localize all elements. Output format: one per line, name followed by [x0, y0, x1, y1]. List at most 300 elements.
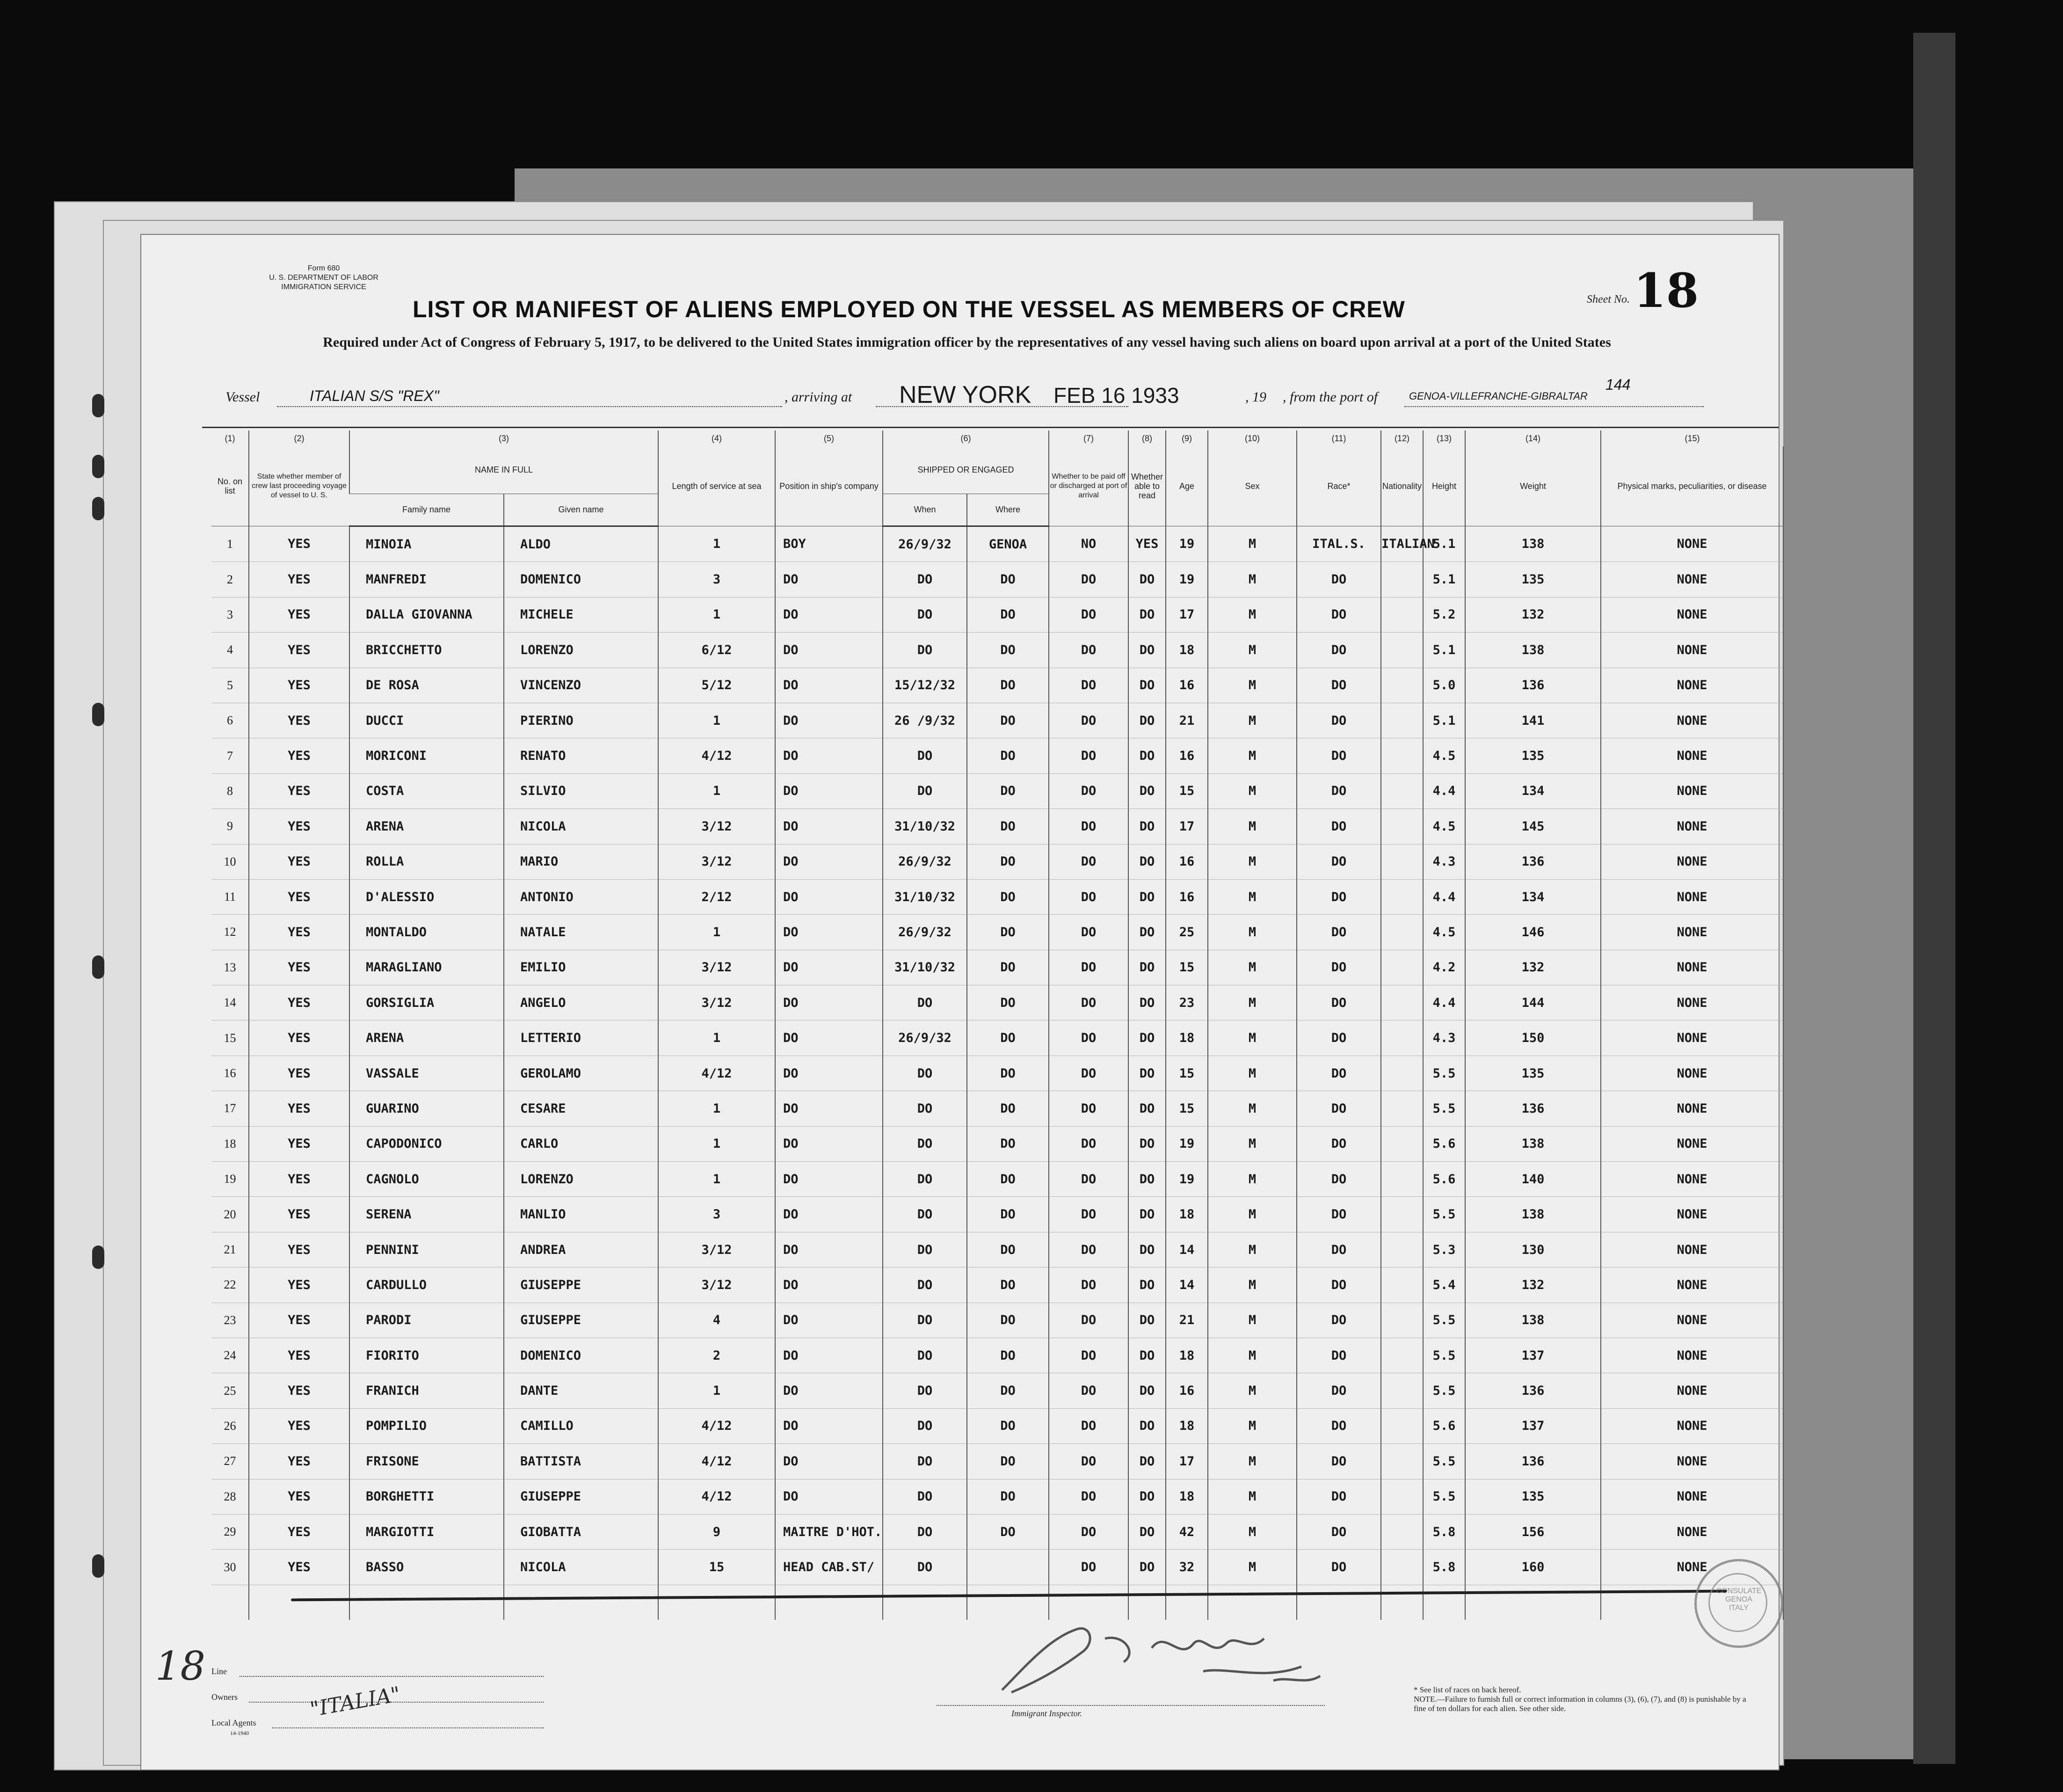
cell-shipped-where: DO: [967, 562, 1049, 597]
cell-previous-voyage: YES: [249, 597, 349, 632]
cell-weight: 150: [1465, 1020, 1601, 1056]
cell-length-of-service: 1: [658, 1020, 775, 1056]
cell-height: 5.6: [1423, 1162, 1465, 1197]
crew-row: [211, 562, 1783, 597]
vessel-label: Vessel: [225, 389, 260, 405]
cell-weight: 138: [1465, 526, 1601, 562]
cell-race: DO: [1297, 1268, 1381, 1303]
cell-age: 18: [1166, 633, 1208, 668]
footnote-races: * See list of races on back hereof.: [1414, 1685, 1521, 1694]
cell-paid-off: DO: [1049, 985, 1128, 1020]
cell-nationality: [1381, 1162, 1423, 1197]
cell-row-number: 25: [211, 1373, 249, 1408]
cell-height: 5.8: [1423, 1514, 1465, 1549]
cell-able-to-read: DO: [1128, 1020, 1166, 1056]
cell-previous-voyage: YES: [249, 668, 349, 703]
crew-row: [211, 1056, 1783, 1091]
cell-row-number: 20: [211, 1197, 249, 1232]
cell-height: 5.5: [1423, 1056, 1465, 1091]
cell-family-name: MONTALDO: [349, 915, 504, 950]
cell-shipped-when: DO: [883, 1303, 967, 1338]
cell-nationality: [1381, 1479, 1423, 1514]
cell-nationality: [1381, 562, 1423, 597]
cell-given-name: VINCENZO: [504, 668, 658, 703]
cell-given-name: ANTONIO: [504, 879, 658, 914]
cell-nationality: [1381, 1338, 1423, 1373]
cell-shipped-where: DO: [967, 950, 1049, 985]
cell-family-name: CARDULLO: [349, 1268, 504, 1303]
cell-race: DO: [1297, 738, 1381, 773]
cell-nationality: [1381, 668, 1423, 703]
cell-given-name: GIUSEPPE: [504, 1479, 658, 1514]
cell-height: 4.5: [1423, 915, 1465, 950]
cell-previous-voyage: YES: [249, 1232, 349, 1267]
crew-row: [211, 1550, 1783, 1585]
cell-physical-marks: NONE: [1601, 1550, 1783, 1585]
cell-weight: 160: [1465, 1550, 1601, 1585]
cell-height: 4.4: [1423, 879, 1465, 914]
cell-previous-voyage: YES: [249, 562, 349, 597]
cell-able-to-read: DO: [1128, 562, 1166, 597]
cell-family-name: VASSALE: [349, 1056, 504, 1091]
cell-shipped-when: 26/9/32: [883, 1020, 967, 1056]
cell-nationality: [1381, 1373, 1423, 1408]
cell-row-number: 18: [211, 1126, 249, 1161]
cell-family-name: BORGHETTI: [349, 1479, 504, 1514]
cell-sex: M: [1208, 738, 1297, 773]
cell-weight: 156: [1465, 1514, 1601, 1549]
cell-race: DO: [1297, 1197, 1381, 1232]
cell-length-of-service: 4/12: [658, 1444, 775, 1479]
crew-row: [211, 597, 1783, 632]
cell-row-number: 23: [211, 1303, 249, 1338]
cell-previous-voyage: YES: [249, 1056, 349, 1091]
cell-family-name: PENNINI: [349, 1232, 504, 1267]
arriving-value: NEW YORK: [899, 381, 1032, 408]
cell-race: DO: [1297, 809, 1381, 844]
cell-sex: M: [1208, 844, 1297, 879]
cell-position: DO: [775, 1303, 883, 1338]
cell-physical-marks: NONE: [1601, 1056, 1783, 1091]
cell-sex: M: [1208, 703, 1297, 738]
side-strip: [1913, 33, 1955, 1764]
cell-shipped-when: DO: [883, 985, 967, 1020]
cell-position: DO: [775, 703, 883, 738]
cell-height: 5.1: [1423, 633, 1465, 668]
cell-paid-off: DO: [1049, 1444, 1128, 1479]
cell-shipped-where: DO: [967, 1514, 1049, 1549]
cell-age: 16: [1166, 844, 1208, 879]
cell-given-name: MANLIO: [504, 1197, 658, 1232]
cell-weight: 141: [1465, 703, 1601, 738]
cell-nationality: [1381, 1303, 1423, 1338]
header-given-name: Given name: [504, 494, 658, 526]
crew-row: [211, 773, 1783, 809]
cell-weight: 136: [1465, 844, 1601, 879]
cell-shipped-when: DO: [883, 1408, 967, 1443]
cell-height: 4.3: [1423, 1020, 1465, 1056]
cell-previous-voyage: YES: [249, 809, 349, 844]
cell-row-number: 14: [211, 985, 249, 1020]
cell-shipped-where: DO: [967, 1020, 1049, 1056]
cell-weight: 144: [1465, 985, 1601, 1020]
cell-previous-voyage: YES: [249, 1162, 349, 1197]
cell-position: DO: [775, 1091, 883, 1126]
cell-sex: M: [1208, 1020, 1297, 1056]
cell-race: DO: [1297, 1056, 1381, 1091]
punch-hole: [92, 497, 104, 520]
cell-able-to-read: DO: [1128, 1056, 1166, 1091]
cell-previous-voyage: YES: [249, 1268, 349, 1303]
cell-given-name: MICHELE: [504, 597, 658, 632]
cell-age: 18: [1166, 1020, 1208, 1056]
cell-nationality: [1381, 1268, 1423, 1303]
cell-family-name: DALLA GIOVANNA: [349, 597, 504, 632]
colnum-15: (15): [1601, 430, 1783, 446]
cell-weight: 146: [1465, 915, 1601, 950]
crew-row: [211, 1338, 1783, 1373]
cell-nationality: [1381, 1020, 1423, 1056]
cell-row-number: 22: [211, 1268, 249, 1303]
cell-position: HEAD CAB.ST/: [775, 1550, 883, 1585]
cell-row-number: 11: [211, 879, 249, 914]
crew-row: [211, 844, 1783, 879]
act-of-congress-text: Required under Act of Congress of February 5, 1917, to be delivered to the United States immigration officer by the representatives of any vessel having such aliens on board upon arrival at a port of the United States: [323, 335, 1611, 350]
cell-weight: 130: [1465, 1232, 1601, 1267]
cell-position: DO: [775, 809, 883, 844]
cell-given-name: LORENZO: [504, 633, 658, 668]
cell-sex: M: [1208, 562, 1297, 597]
cell-weight: 145: [1465, 809, 1601, 844]
cell-given-name: BATTISTA: [504, 1444, 658, 1479]
cell-age: 17: [1166, 597, 1208, 632]
cell-shipped-where: DO: [967, 738, 1049, 773]
cell-nationality: [1381, 915, 1423, 950]
cell-physical-marks: NONE: [1601, 773, 1783, 809]
cell-row-number: 3: [211, 597, 249, 632]
cell-paid-off: DO: [1049, 844, 1128, 879]
crew-row: [211, 1303, 1783, 1338]
colnum-2: (2): [249, 430, 349, 446]
cell-shipped-when: DO: [883, 633, 967, 668]
cell-given-name: ANGELO: [504, 985, 658, 1020]
header-rule: [202, 427, 1779, 428]
cell-sex: M: [1208, 668, 1297, 703]
cell-height: 5.5: [1423, 1197, 1465, 1232]
cell-race: DO: [1297, 1162, 1381, 1197]
cell-able-to-read: DO: [1128, 633, 1166, 668]
cell-age: 15: [1166, 773, 1208, 809]
cell-race: DO: [1297, 985, 1381, 1020]
cell-nationality: [1381, 1408, 1423, 1443]
sheet-label: Sheet No.: [1587, 293, 1630, 306]
cell-shipped-when: 15/12/32: [883, 668, 967, 703]
cell-weight: 135: [1465, 562, 1601, 597]
cell-row-number: 12: [211, 915, 249, 950]
cell-paid-off: DO: [1049, 1126, 1128, 1161]
cell-able-to-read: DO: [1128, 1514, 1166, 1549]
cell-length-of-service: 3/12: [658, 950, 775, 985]
cell-paid-off: DO: [1049, 879, 1128, 914]
cell-nationality: [1381, 1232, 1423, 1267]
cell-shipped-when: 26 /9/32: [883, 703, 967, 738]
colnum-6: (6): [883, 430, 1049, 446]
cell-shipped-when: 31/10/32: [883, 809, 967, 844]
cell-length-of-service: 3/12: [658, 1232, 775, 1267]
form-service: IMMIGRATION SERVICE: [281, 283, 366, 291]
cell-physical-marks: NONE: [1601, 915, 1783, 950]
cell-row-number: 9: [211, 809, 249, 844]
cell-given-name: LORENZO: [504, 1162, 658, 1197]
cell-able-to-read: DO: [1128, 879, 1166, 914]
header-name-in-full: NAME IN FULL: [349, 446, 658, 494]
cell-position: DO: [775, 1408, 883, 1443]
cell-able-to-read: YES: [1128, 526, 1166, 562]
cell-position: DO: [775, 1338, 883, 1373]
cell-nationality: [1381, 1444, 1423, 1479]
cell-sex: M: [1208, 1232, 1297, 1267]
crew-rows: [211, 526, 1783, 1620]
crew-row: [211, 1091, 1783, 1126]
cell-previous-voyage: YES: [249, 1197, 349, 1232]
crew-row: [211, 1408, 1783, 1443]
cell-physical-marks: NONE: [1601, 1126, 1783, 1161]
handwritten-sheet-number: 18: [155, 1643, 205, 1689]
crew-row: [211, 1162, 1783, 1197]
cell-shipped-when: 26/9/32: [883, 844, 967, 879]
vessel-value: ITALIAN S/S "REX": [310, 387, 439, 404]
cell-able-to-read: DO: [1128, 1268, 1166, 1303]
cell-height: 4.3: [1423, 844, 1465, 879]
cell-given-name: CARLO: [504, 1126, 658, 1161]
cell-sex: M: [1208, 1550, 1297, 1585]
cell-age: 19: [1166, 1126, 1208, 1161]
year-label: , 19: [1245, 389, 1266, 405]
cell-sex: M: [1208, 633, 1297, 668]
cell-family-name: DE ROSA: [349, 668, 504, 703]
cell-length-of-service: 1: [658, 1091, 775, 1126]
colnum-9: (9): [1166, 430, 1208, 446]
cell-able-to-read: DO: [1128, 597, 1166, 632]
cell-shipped-when: DO: [883, 1479, 967, 1514]
cell-position: DO: [775, 879, 883, 914]
cell-weight: 136: [1465, 668, 1601, 703]
from-port-label: , from the port of: [1283, 389, 1378, 405]
cell-row-number: 15: [211, 1020, 249, 1056]
cell-height: 5.0: [1423, 668, 1465, 703]
cell-age: 21: [1166, 703, 1208, 738]
cell-shipped-where: DO: [967, 668, 1049, 703]
cell-able-to-read: DO: [1128, 844, 1166, 879]
cell-given-name: LETTERIO: [504, 1020, 658, 1056]
cell-able-to-read: DO: [1128, 773, 1166, 809]
cell-height: 5.8: [1423, 1550, 1465, 1585]
punch-hole: [92, 394, 104, 417]
cell-position: DO: [775, 1126, 883, 1161]
cell-given-name: NATALE: [504, 915, 658, 950]
cell-nationality: [1381, 1514, 1423, 1549]
cell-height: 5.1: [1423, 526, 1465, 562]
cell-position: DO: [775, 738, 883, 773]
cell-given-name: RENATO: [504, 738, 658, 773]
cell-shipped-where: GENOA: [967, 526, 1049, 562]
cell-family-name: BASSO: [349, 1550, 504, 1585]
cell-nationality: [1381, 703, 1423, 738]
cell-row-number: 6: [211, 703, 249, 738]
cell-weight: 138: [1465, 1126, 1601, 1161]
cell-nationality: [1381, 1126, 1423, 1161]
cell-age: 18: [1166, 1338, 1208, 1373]
cell-sex: M: [1208, 879, 1297, 914]
cell-age: 16: [1166, 738, 1208, 773]
header-length-of-service: Length of service at sea: [658, 446, 775, 526]
cell-sex: M: [1208, 1408, 1297, 1443]
cell-height: 4.4: [1423, 985, 1465, 1020]
cell-shipped-where: DO: [967, 1338, 1049, 1373]
cell-position: DO: [775, 1373, 883, 1408]
cell-shipped-when: 26/9/32: [883, 915, 967, 950]
cell-family-name: MARAGLIANO: [349, 950, 504, 985]
cell-sex: M: [1208, 1514, 1297, 1549]
cell-row-number: 17: [211, 1091, 249, 1126]
cell-given-name: SILVIO: [504, 773, 658, 809]
cell-length-of-service: 3/12: [658, 985, 775, 1020]
cell-nationality: [1381, 633, 1423, 668]
cell-physical-marks: NONE: [1601, 1162, 1783, 1197]
cell-given-name: DANTE: [504, 1373, 658, 1408]
cell-able-to-read: DO: [1128, 1408, 1166, 1443]
cell-position: DO: [775, 915, 883, 950]
cell-position: DO: [775, 633, 883, 668]
cell-shipped-when: DO: [883, 597, 967, 632]
cell-weight: 135: [1465, 1056, 1601, 1091]
cell-position: DO: [775, 1162, 883, 1197]
cell-shipped-when: 31/10/32: [883, 950, 967, 985]
cell-length-of-service: 3/12: [658, 1268, 775, 1303]
cell-family-name: MANFREDI: [349, 562, 504, 597]
crew-row: [211, 950, 1783, 985]
inspector-signature: [983, 1610, 1339, 1701]
cell-family-name: DUCCI: [349, 703, 504, 738]
cell-paid-off: DO: [1049, 1550, 1128, 1585]
header-no-on-list: No. on list: [211, 446, 249, 526]
cell-able-to-read: DO: [1128, 809, 1166, 844]
cell-given-name: NICOLA: [504, 1550, 658, 1585]
form-department: U. S. DEPARTMENT OF LABOR: [269, 274, 378, 282]
cell-physical-marks: NONE: [1601, 1444, 1783, 1479]
cell-shipped-where: DO: [967, 844, 1049, 879]
cell-able-to-read: DO: [1128, 1126, 1166, 1161]
cell-shipped-when: DO: [883, 1373, 967, 1408]
cell-length-of-service: 1: [658, 773, 775, 809]
cell-paid-off: DO: [1049, 1514, 1128, 1549]
cell-length-of-service: 3: [658, 562, 775, 597]
cell-age: 17: [1166, 809, 1208, 844]
cell-able-to-read: DO: [1128, 1373, 1166, 1408]
local-agents-code: 14-1940: [230, 1730, 249, 1736]
header-shipped-or-engaged: SHIPPED OR ENGAGED: [883, 446, 1049, 494]
cell-family-name: ARENA: [349, 1020, 504, 1056]
cell-weight: 138: [1465, 633, 1601, 668]
cell-previous-voyage: YES: [249, 1444, 349, 1479]
cell-age: 14: [1166, 1268, 1208, 1303]
cell-weight: 140: [1465, 1162, 1601, 1197]
cell-age: 18: [1166, 1408, 1208, 1443]
cell-length-of-service: 1: [658, 1126, 775, 1161]
cell-physical-marks: NONE: [1601, 526, 1783, 562]
colnum-14: (14): [1465, 430, 1601, 446]
form-number: Form 680: [307, 264, 340, 272]
colnum-1: (1): [225, 434, 235, 443]
arrival-date-stamp: FEB 16 1933: [1053, 383, 1179, 408]
cell-position: DO: [775, 668, 883, 703]
cell-shipped-where: [967, 1550, 1049, 1585]
cell-sex: M: [1208, 1162, 1297, 1197]
colnum-7: (7): [1049, 430, 1128, 446]
cell-length-of-service: 1: [658, 1162, 775, 1197]
cell-physical-marks: NONE: [1601, 844, 1783, 879]
cell-previous-voyage: YES: [249, 1479, 349, 1514]
cell-race: DO: [1297, 1338, 1381, 1373]
cell-shipped-where: DO: [967, 773, 1049, 809]
header-weight: Weight: [1465, 446, 1601, 526]
cell-physical-marks: NONE: [1601, 950, 1783, 985]
cell-physical-marks: NONE: [1601, 1303, 1783, 1338]
colnum-8: (8): [1128, 430, 1166, 446]
cell-physical-marks: NONE: [1601, 633, 1783, 668]
crew-row: [211, 1268, 1783, 1303]
cell-sex: M: [1208, 1373, 1297, 1408]
cell-age: 42: [1166, 1514, 1208, 1549]
cell-physical-marks: NONE: [1601, 879, 1783, 914]
cell-length-of-service: 3/12: [658, 844, 775, 879]
cell-length-of-service: 1: [658, 703, 775, 738]
cell-length-of-service: 4: [658, 1303, 775, 1338]
header-previous-voyage: State whether member of crew last proceeding voyage of vessel to U. S.: [249, 446, 349, 526]
cell-length-of-service: 4/12: [658, 738, 775, 773]
cell-previous-voyage: YES: [249, 1550, 349, 1585]
cell-length-of-service: 3/12: [658, 809, 775, 844]
cell-previous-voyage: YES: [249, 915, 349, 950]
cell-shipped-where: DO: [967, 1056, 1049, 1091]
cell-shipped-where: DO: [967, 1268, 1049, 1303]
cell-shipped-where: DO: [967, 1091, 1049, 1126]
arriving-label: , arriving at: [785, 389, 852, 405]
header-race: Race*: [1297, 446, 1381, 526]
cell-paid-off: DO: [1049, 915, 1128, 950]
cell-shipped-when: DO: [883, 1232, 967, 1267]
crew-row: [211, 809, 1783, 844]
cell-weight: 138: [1465, 1303, 1601, 1338]
cell-row-number: 16: [211, 1056, 249, 1091]
cell-shipped-when: DO: [883, 738, 967, 773]
cell-height: 5.5: [1423, 1303, 1465, 1338]
cell-race: DO: [1297, 1444, 1381, 1479]
header-nationality: Nationality: [1381, 446, 1423, 526]
cell-position: DO: [775, 773, 883, 809]
seal-text: CONSULATE GENOA ITALY: [1716, 1587, 1762, 1612]
crew-row: [211, 703, 1783, 738]
cell-race: DO: [1297, 1232, 1381, 1267]
cell-paid-off: DO: [1049, 703, 1128, 738]
cell-sex: M: [1208, 1303, 1297, 1338]
cell-family-name: ROLLA: [349, 844, 504, 879]
cell-shipped-when: 26/9/32: [883, 526, 967, 562]
cell-race: DO: [1297, 597, 1381, 632]
cell-race: DO: [1297, 844, 1381, 879]
header-able-to-read: Whether able to read: [1128, 446, 1166, 526]
header-family-name: Family name: [349, 494, 504, 526]
